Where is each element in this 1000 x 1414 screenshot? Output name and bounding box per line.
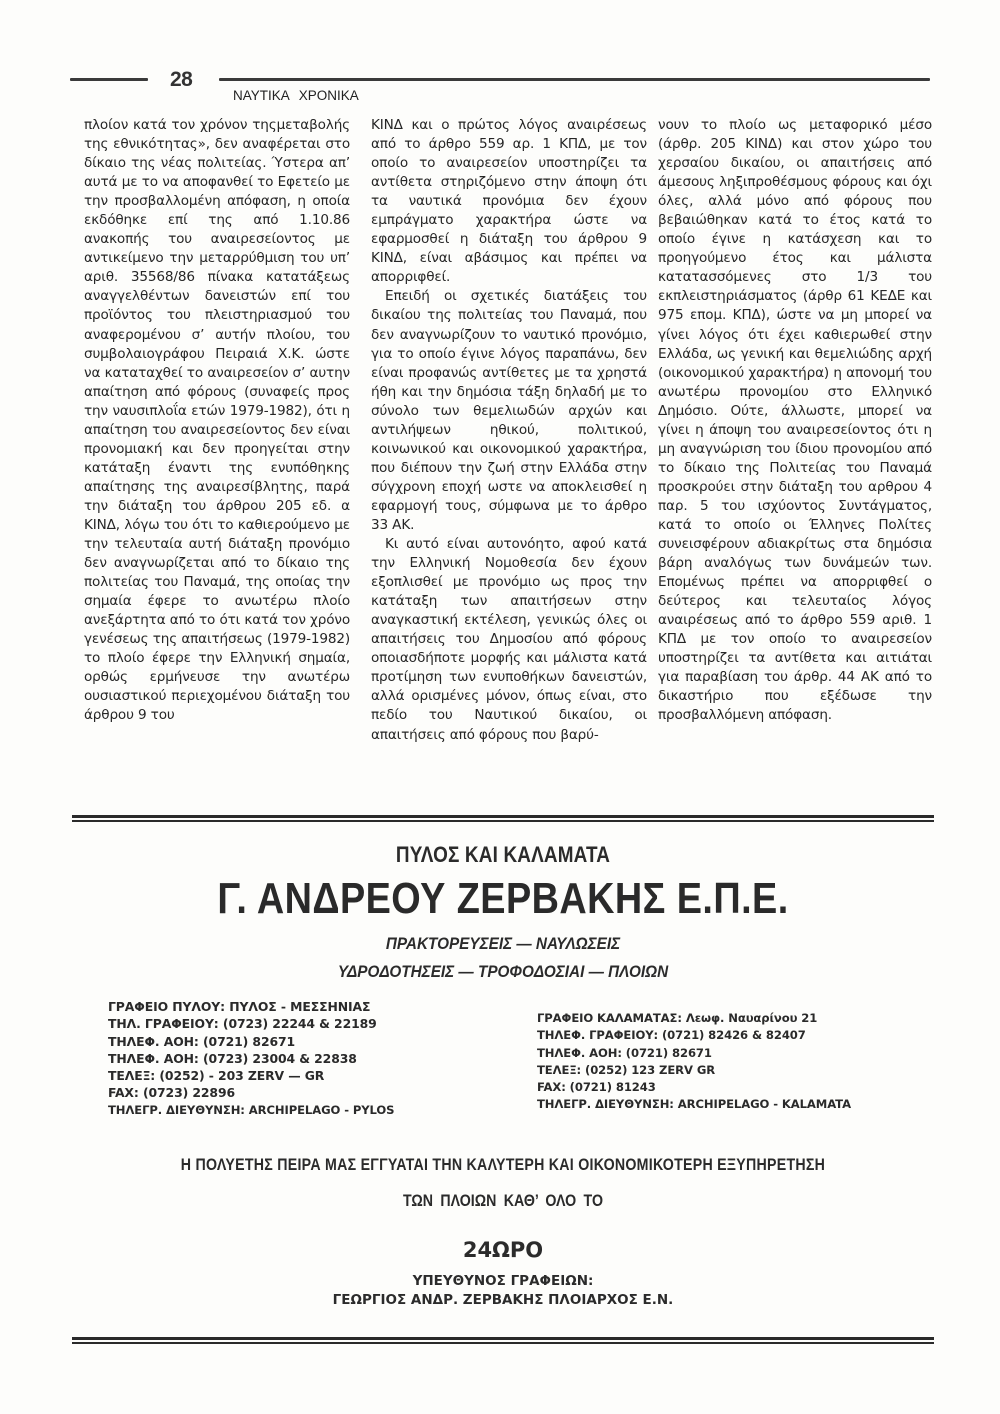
- article-paragraph: Κι αυτό είναι αυτονόητο, αφού κατά την Ελληνική Νομοθεσία δεν έχουν εξοπλισθεί με προνόμιο ως προς την κατάταξη των απαιτήσεων στην αναγκαστική εκτέλεση, γενικώς όλες οι απαιτήσεις του Δημοσίου από φόρους οποιασδήποτε μορφής και μάλιστα κατά προτίμηση των ενυποθήκων δανειστών, αλλά ορισμένες μόνον, όπως είναι, στο πεδίο του Ναυτικού δικαίου, οι απαιτήσεις από φόρους που βαρύ-: [371, 536, 647, 743]
- contact-line: FAX: (0723) 22896: [108, 1085, 235, 1101]
- contact-line: ΤΕΛΕΞ: (0252) - 203 ZERV — GR: [108, 1068, 325, 1084]
- ad-slogan-line-1: Η ΠΟΛΥΕΤΗΣ ΠΕΙΡΑ ΜΑΣ ΕΓΓΥΑΤΑΙ ΤΗΝ ΚΑΛΥΤΕΡΗ ΚΑΙ ΟΙΚΟΝΟΜΙΚΟΤΕΡΗ ΕΞΥΠΗΡΕΤΗΣΗ: [180, 1156, 826, 1174]
- ad-company-name: Γ. ΑΝΔΡΕΟΥ ΖΕΡΒΑΚΗΣ Ε.Π.Ε.: [217, 874, 789, 923]
- contact-line: ΤΗΛΕΓΡ. ΔΙΕΥΘΥΝΣΗ: ARCHIPELAGO - PYLOS: [108, 1102, 395, 1117]
- header-rule-right: [219, 78, 930, 81]
- article-paragraph: ΚΙΝΔ και ο πρώτος λόγος αναιρέσεως από το άρθρο 559 αρ. 1 ΚΠΔ, με τον οποίο το αναιρεσείον υποστηρίζει τα αντίθετα στηριζόμενο στην άποψη ότι τα ναυτικά προνόμια δεν έχουν εμπράγματο χαρακτήρα ώστε να εφαρμοσθεί η διάταξη του άρθρου 9 ΚΙΝΔ, είναι αβάσιμος και πρέπει να απορριφθεί.: [371, 117, 647, 286]
- contact-line: ΓΡΑΦΕΙΟ ΚΑΛΑΜΑΤΑΣ: Λεωφ. Ναυαρίνου 21: [537, 1011, 818, 1025]
- contact-line: ΤΗΛ. ΓΡΑΦΕΙΟΥ: (0723) 22244 & 22189: [108, 1016, 377, 1032]
- ad-manager-name: ΓΕΩΡΓΙΟΣ ΑΝΔΡ. ΖΕΡΒΑΚΗΣ ΠΛΟΙΑΡΧΟΣ Ε.Ν.: [332, 1292, 674, 1308]
- ad-slogan-line-2: ΤΩΝ ΠΛΟΙΩΝ ΚΑΘ’ ΟΛΟ ΤΟ: [402, 1192, 604, 1210]
- office-kalamata-contact: [537, 1010, 937, 1114]
- page-number: 28: [170, 68, 193, 91]
- ad-locations: ΠΥΛΟΣ ΚΑΙ ΚΑΛΑΜΑΤΑ: [395, 842, 611, 867]
- page-header: [70, 68, 930, 108]
- publication-title: ΝΑΥΤΙΚΑ ΧΡΟΝΙΚΑ: [233, 88, 359, 103]
- article-body: [84, 116, 940, 816]
- contact-line: ΤΗΛΕΓΡ. ΔΙΕΥΘΥΝΣΗ: ARCHIPELAGO - KALAMATA: [537, 1097, 851, 1112]
- article-paragraph: Επειδή οι σχετικές διατάξεις του δικαίου της πολιτείας του Παναμά, που δεν αναγνωρίζουν το ναυτικό προνόμιο, για το οποίο έγινε λόγος παραπάνω, δεν είναι προφανώς αντίθετες με τα χρηστά ήθη και την δημόσια τάξη δηλαδή με το σύνολο των θεμελιωδών αρχών και αντιλήψεων ηθικού, πολιτικού, κοινωνικού και οικονομικού χαρακτήρα, που διέπουν την ζωή στην Ελλάδα στην σύγχρονη εποχή ωστε να αποκλεισθεί η εφαρμογή τους, σύμφωνα με το άρθρο 33 ΑΚ.: [371, 288, 647, 533]
- header-rule-left: [70, 78, 148, 81]
- advertisement: [72, 830, 934, 1330]
- article-column-1: [84, 116, 350, 726]
- contact-line: FAX: (0721) 81243: [537, 1080, 656, 1095]
- ad-services-line-1: ΠΡΑΚΤΟΡΕΥΣΕΙΣ — ΝΑΥΛΩΣΕΙΣ: [385, 934, 621, 953]
- contact-line: ΓΡΑΦΕΙΟ ΠΥΛΟΥ: ΠΥΛΟΣ - ΜΕΣΣΗΝΙΑΣ: [108, 999, 371, 1014]
- section-divider: [72, 815, 934, 822]
- ad-services-line-2: ΥΔΡΟΔΟΤΗΣΕΙΣ — ΤΡΟΦΟΔΟΣΙΑΙ — ΠΛΟΙΩΝ: [337, 962, 669, 981]
- article-column-3: [658, 116, 932, 726]
- contact-line: ΤΗΛΕΦ. ΑΟΗ: (0723) 23004 & 22838: [108, 1050, 357, 1066]
- office-pylos-contact: [108, 998, 508, 1119]
- contact-line: ΤΗΛΕΦ. ΓΡΑΦΕΙΟΥ: (0721) 82426 & 82407: [537, 1028, 806, 1043]
- contact-line: ΤΕΛΕΞ: (0252) 123 ZERV GR: [537, 1062, 716, 1077]
- ad-hours: 24ΩΡΟ: [462, 1238, 544, 1262]
- contact-line: ΤΗΛΕΦ. ΑΟΗ: (0721) 82671: [108, 1033, 296, 1049]
- article-paragraph: νουν το πλοίο ως μεταφορικό μέσο (άρθρ. 205 ΚΙΝΔ) και στον χώρο του χερσαίου δικαίου, οι απαιτήσεις από άμεσους ληξιπροθέσμους φόρους και όχι όλες, αλλά μόνο από φόρους που βεβαιώθηκαν κατά το έτος κατά το οποίο έγινε η κατάσχεση και το προηγούμενο έτος και μάλιστα κατατασσόμενες στο 1/3 του εκπλειστηριάσματος (άρθρ 61 ΚΕΔΕ και 975 επομ. ΚΠΔ), ώστε να μη μπορεί να γίνει λόγος ότι έχει καθιερωθεί στην Ελλάδα, ως γενική και θεμελιώδης αρχή (οικονομικού χαρακτήρα) η απονομή του ανωτέρω προνομίου στο Ελληνικό Δημόσιο. Ούτε, άλλωστε, μπορεί να γίνει η άποψη του αναιρεσείοντος ότι η μη αναγνώριση του ίδιου προνομίου από το δίκαιο της Πολιτείας του Παναμά προσκρούει στην διάταξη του αρθρου 4 παρ. 5 του ισχύοντος Συντάγματος, κατά το οποίο οι Έλληνες Πολίτες συνεισφέρουν αδιακρίτως στα δημόσια βάρη αναλόγως των δυνάμεών των. Επομένως πρέπει να απορριφθεί ο δεύτερος και τελευταίος λόγος αναιρέσεως από το άρθρο 559 αριθ. 1 ΚΠΔ με τον οποίο το αναιρεσείον υποστηρίζει τα αντίθετα και αιτιάται για παραβίαση του άρθρ. 44 ΑΚ από το δικαστήριο που εξέδωσε την προσβαλλόμενη απόφαση.: [658, 117, 932, 724]
- contact-line: ΤΗΛΕΦ. ΑΟΗ: (0721) 82671: [537, 1045, 712, 1060]
- article-column-2: [371, 116, 647, 745]
- article-paragraph: πλοίον κατά τον χρόνον τηςμεταβολής της εθνικότητας», δεν αναφέρεται στο δίκαιο της νέας πολιτείας. Ύστερα απ’ αυτά με το να αποφανθεί το Εφετείο με την προσβαλλομένη απόφαση, η οποία εκδόθηκε επί της από 1.10.86 ανακοπής του αναιρεσείοντος με αντικείμενο την μεταρρύθμιση του υπ’ αριθ. 35568/86 πίνακα κατατάξεως αναγγελθέντων δανειστών επί του προϊόντος του πλειστηριασμού του αναφερομένου σ’ αυτήν πλοίου, του συμβολαιογράφου Πειραιά Χ.Κ. ώστε να καταταχθεί το αναιρεσείον σ’ αυτην απαίτηση από φόρους (συναφείς προς την ναυσιπλοΐα ετών 1979-1982), ότι η απαίτηση του αναιρεσείοντος δεν είναι προνομιακή και δεν προηγείται στην κατάταξη έναντι της ενυπόθηκης απαίτησης της αναιρεσίβλητης, παρά την διάταξη του άρθρου 205 εδ. α ΚΙΝΔ, λόγω του ότι το καθιερούμενο με την τελευταία αυτή διάταξη προνόμιο δεν αναγνωρίζεται από το δίκαιο της πολιτείας του Παναμά, της οποίας την σημαία έφερε το ανωτέρω πλοίο ανεξάρτητα από το ότι κατά τον χρόνο γενέσεως της απαιτήσεως (1979-1982) το πλοίο έφερε την Ελληνική σημαία, ορθώς ερμήνευσε την ανωτέρω ουσιαστικού περιεχομένου διάταξη του άρθρου 9 του: [84, 117, 350, 724]
- bottom-divider: [72, 1337, 934, 1344]
- ad-manager-label: ΥΠΕΥΘΥΝΟΣ ΓΡΑΦΕΙΩΝ:: [412, 1273, 594, 1289]
